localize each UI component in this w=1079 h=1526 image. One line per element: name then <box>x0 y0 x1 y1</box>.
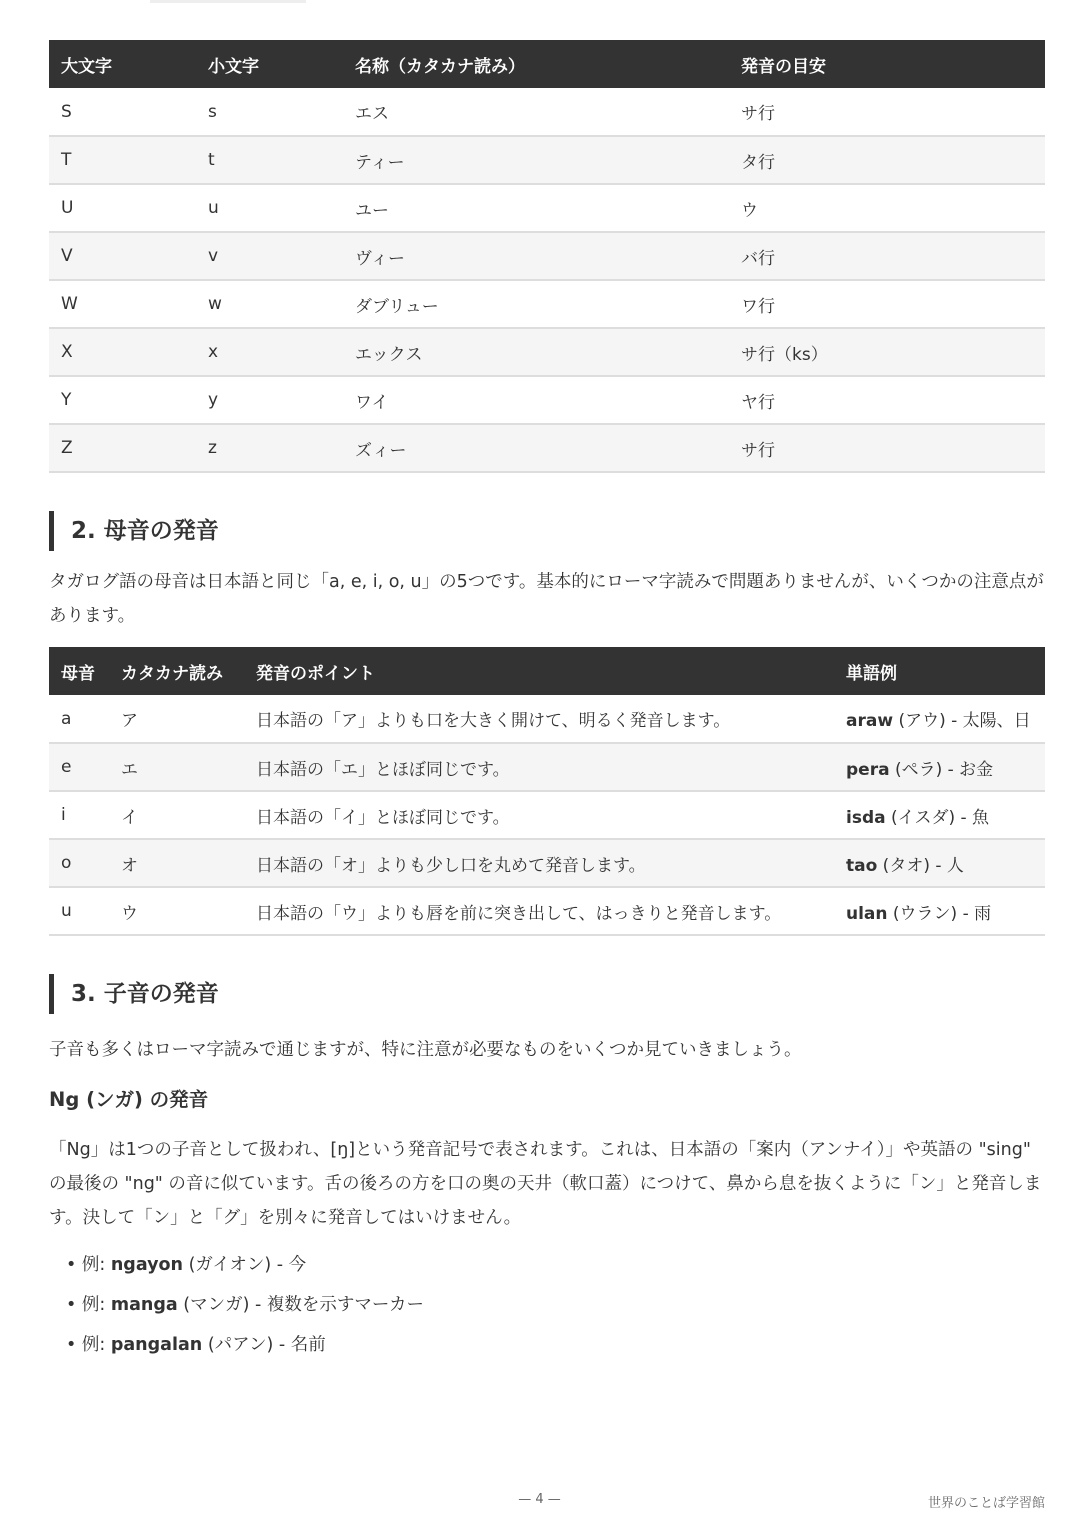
table-cell: ワ行 <box>729 280 1045 328</box>
word-example-cell <box>834 791 1045 839</box>
example-word: ulan <box>846 903 888 924</box>
table-cell: z <box>196 424 343 472</box>
table-row <box>49 839 1045 887</box>
table-cell: ユー <box>343 184 729 232</box>
table-cell: エックス <box>343 328 729 376</box>
example-word: araw <box>846 711 894 731</box>
table-cell: タ行 <box>729 136 1045 184</box>
table-cell: y <box>196 376 343 424</box>
point-cell: 日本語の「ア」よりも口を大きく開けて、明るく発音します。 <box>244 695 834 743</box>
section-3-heading: 3. 子音の発音 <box>49 974 1045 1014</box>
alphabet-table-header <box>49 40 1045 88</box>
table-cell: サ行 <box>729 88 1045 136</box>
point-cell: 日本語の「エ」とほぼ同じです。 <box>244 743 834 791</box>
table-row <box>49 743 1045 791</box>
list-item: • 例: manga (マンガ) - 複数を示すマーカー <box>66 1295 424 1315</box>
table-cell: ダブリュー <box>343 280 729 328</box>
example-word: pera <box>846 759 890 780</box>
list-item: • 例: pangalan (パアン) - 名前 <box>66 1335 326 1355</box>
table-cell: W <box>49 280 196 328</box>
word-example-cell <box>834 839 1045 887</box>
point-cell: 日本語の「オ」よりも少し口を丸めて発音します。 <box>244 839 834 887</box>
column-header: 発音の目安 <box>729 40 1045 88</box>
vowel-cell: e <box>49 743 109 791</box>
example-word: isda <box>846 807 886 828</box>
list-item: • 例: ngayon (ガイオン) - 今 <box>66 1255 307 1275</box>
page-content <box>49 40 1045 1365</box>
table-row <box>49 88 1045 136</box>
vowel-cell: u <box>49 887 109 935</box>
example-reading: (アウ) - 太陽、日 <box>893 711 1031 731</box>
table-cell: サ行（ks） <box>729 328 1045 376</box>
table-cell: バ行 <box>729 232 1045 280</box>
kana-cell: エ <box>109 743 244 791</box>
table-cell: w <box>196 280 343 328</box>
example-list <box>49 1245 1045 1365</box>
example-word: pangalan <box>110 1335 203 1355</box>
table-row <box>49 328 1045 376</box>
column-header: カタカナ読み <box>109 647 244 695</box>
table-cell: Y <box>49 376 196 424</box>
column-header: 小文字 <box>196 40 343 88</box>
column-header: 単語例 <box>834 647 1045 695</box>
table-cell: V <box>49 232 196 280</box>
kana-cell: オ <box>109 839 244 887</box>
table-row <box>49 791 1045 839</box>
table-row <box>49 232 1045 280</box>
table-cell: t <box>196 136 343 184</box>
page-number: — 4 — <box>518 1492 561 1507</box>
example-word: tao <box>846 855 878 876</box>
table-row <box>49 136 1045 184</box>
kana-cell: ア <box>109 695 244 743</box>
table-cell: ヤ行 <box>729 376 1045 424</box>
section-2-heading: 2. 母音の発音 <box>49 511 1045 551</box>
table-cell: エス <box>343 88 729 136</box>
table-cell: Z <box>49 424 196 472</box>
example-reading: (タオ) - 人 <box>877 855 964 876</box>
table-cell: s <box>196 88 343 136</box>
table-cell: X <box>49 328 196 376</box>
vowel-cell: o <box>49 839 109 887</box>
example-reading: (ペラ) - お金 <box>889 759 994 780</box>
table-row <box>49 184 1045 232</box>
table-cell: v <box>196 232 343 280</box>
point-cell: 日本語の「イ」とほぼ同じです。 <box>244 791 834 839</box>
ng-subheading: Ng (ンガ) の発音 <box>49 1088 209 1111</box>
column-header: 母音 <box>49 647 109 695</box>
table-cell: ワイ <box>343 376 729 424</box>
table-row <box>49 424 1045 472</box>
table-cell: T <box>49 136 196 184</box>
table-cell: ヴィー <box>343 232 729 280</box>
top-edge-line <box>150 0 306 3</box>
column-header: 大文字 <box>49 40 196 88</box>
vowel-table-header <box>49 647 1045 695</box>
table-cell: x <box>196 328 343 376</box>
word-example-cell <box>834 695 1045 743</box>
table-row <box>49 887 1045 935</box>
table-cell: サ行 <box>729 424 1045 472</box>
kana-cell: ウ <box>109 887 244 935</box>
table-cell: S <box>49 88 196 136</box>
table-cell: u <box>196 184 343 232</box>
alphabet-table <box>49 40 1045 473</box>
example-word: ngayon <box>110 1255 183 1275</box>
section-3-intro: 子音も多くはローマ字読みで通じますが、特に注意が必要なものをいくつか見ていきましょう。 <box>49 1040 802 1060</box>
vowel-cell: a <box>49 695 109 743</box>
column-header: 名称（カタカナ読み） <box>343 40 729 88</box>
example-word: manga <box>110 1295 178 1315</box>
table-row <box>49 376 1045 424</box>
table-row <box>49 695 1045 743</box>
ng-body: 「Ng」は1つの子音として扱われ、[ŋ]という発音記号で表されます。これは、日本語の「案内（アンナイ）」や英語の "sing" の最後の "ng" の音に似ています。舌の後ろの方を口の奥の天井（軟口蓋）につけて、鼻から息を抜くように「ン」と発音します。決して「ン」と「グ」を別々に発音してはいけません。 <box>49 1140 1042 1228</box>
kana-cell: イ <box>109 791 244 839</box>
table-row <box>49 280 1045 328</box>
example-reading: (ウラン) - 雨 <box>887 903 992 924</box>
word-example-cell <box>834 743 1045 791</box>
table-cell: ティー <box>343 136 729 184</box>
footer-brand: 世界のことば学習館 <box>927 1496 1045 1511</box>
table-cell: ウ <box>729 184 1045 232</box>
vowel-table <box>49 647 1045 936</box>
table-cell: U <box>49 184 196 232</box>
word-example-cell <box>834 887 1045 935</box>
section-2-intro: タガログ語の母音は日本語と同じ「a, e, i, o, u」の5つです。基本的にローマ字読みで問題ありませんが、いくつかの注意点があります。 <box>49 572 1044 626</box>
column-header: 発音のポイント <box>244 647 834 695</box>
point-cell: 日本語の「ウ」よりも唇を前に突き出して、はっきりと発音します。 <box>244 887 834 935</box>
example-reading: (イスダ) - 魚 <box>885 807 990 828</box>
table-cell: ズィー <box>343 424 729 472</box>
vowel-cell: i <box>49 791 109 839</box>
